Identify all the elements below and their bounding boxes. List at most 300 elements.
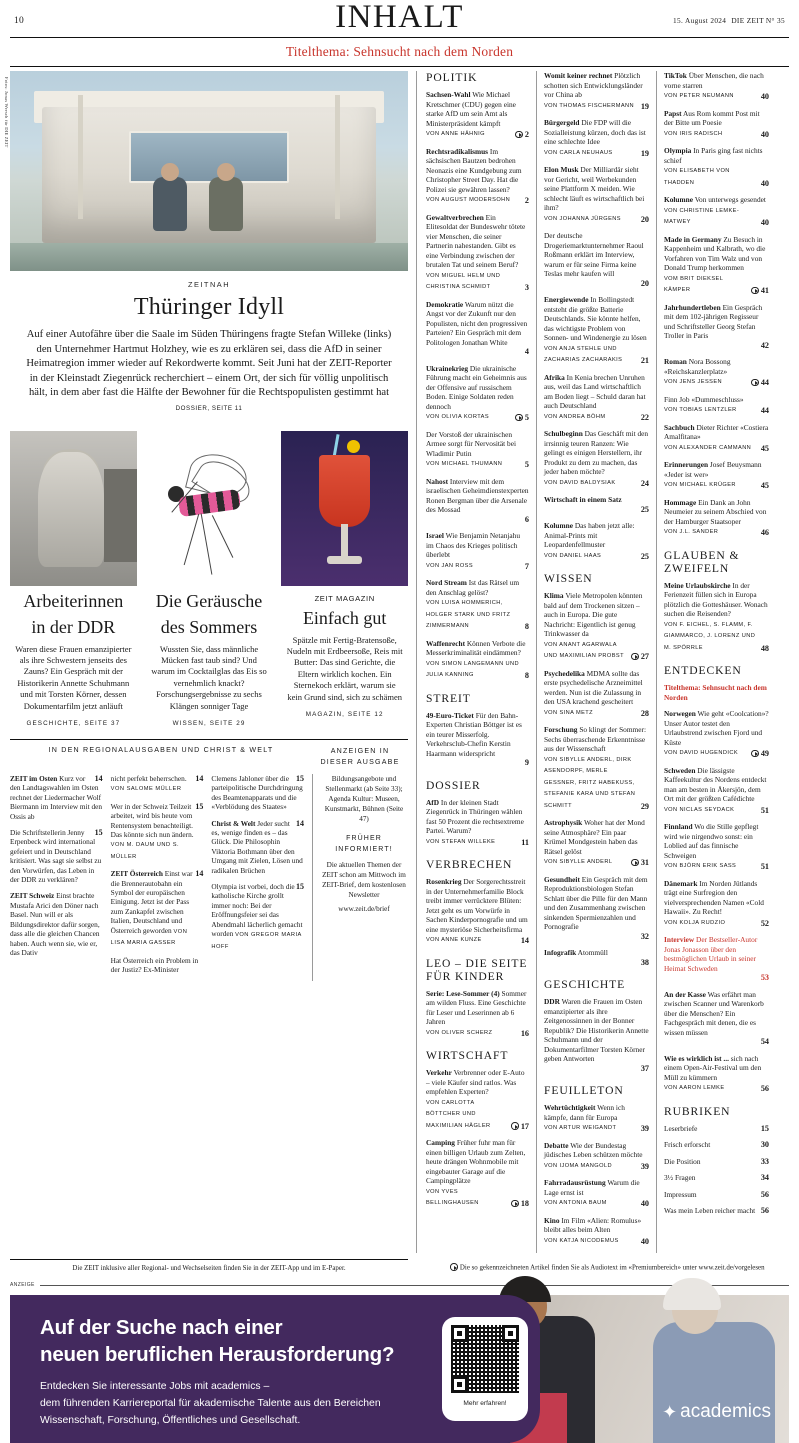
index-entry[interactable] [664, 460, 769, 491]
academics-brand: academics [680, 1401, 771, 1422]
index-entry-lead: Waffenrecht [426, 638, 466, 648]
index-entry-lead: Schweden [664, 765, 696, 775]
index-entry-byline: VON SIBYLLE ANDERL, DIRK ASENDORPF, MERLE GESSNER, FRITZ HABEKUSS, STEFANIE KARA UND STEFAN SCHMITT [544, 756, 636, 809]
index-entry-byline: VON NICLAS SEYDACK [664, 806, 735, 813]
teaser-image-ddr [10, 431, 137, 586]
index-entry[interactable] [664, 195, 769, 228]
index-entry-footer [426, 347, 529, 357]
index-entry-page-wrap [641, 1237, 649, 1247]
footer-row [10, 1259, 789, 1273]
mosquito-leg [201, 513, 213, 574]
ads-heading [312, 746, 408, 768]
index-entry[interactable] [544, 373, 649, 423]
index-entry-text: Im Norden Jütlands trägt eine Surfregion den vielversprechenden Namen «Cold Hawaii». Zu Recht! [664, 878, 764, 916]
regional-item-text: Hat Österreich ein Problem in der Justiz? Ex-Minister [110, 955, 199, 974]
index-entry[interactable] [426, 989, 529, 1039]
hero-lead-text: Auf einer Autofähre über die Saale im Süden Thüringens fragte Stefan Willeke (links) den Unternehmer Hartmut Holzhey, wie es zu erklären sei, dass die AfD in seiner Heimatregion immer wieder auf Rekordwerte kommt. Seit Juni hat der ZEIT-Reporter in der Kleinstadt Ziegenrück recherchiert – einem Ort, der sich für völlig unpolitisch hält, in dem aber fast die Hälfte der Bewohner für die Rechtspopulisten gestimmt hat [26, 329, 392, 399]
regional-item-text: Einst brachte Mustafa Arici den Döner nach Basel. Nun will er als Bildungsdirektor dafür sorgen, dass alle die gleichen Chancen haben. Auch wenn sie, wie er, das Dativ [10, 891, 100, 957]
teaser-ddr[interactable] [10, 431, 137, 727]
ads-url[interactable]: www.zeit.de/brief [338, 905, 390, 913]
index-entry-page: 6 [524, 514, 529, 524]
index-entry[interactable] [426, 578, 529, 632]
index-entry[interactable] [664, 498, 769, 538]
regional-item[interactable] [211, 882, 304, 952]
index-entry[interactable] [426, 1068, 529, 1131]
audio-icon [751, 750, 759, 758]
index-entry[interactable] [426, 798, 529, 848]
factory-machine [104, 469, 137, 562]
teaser-text: Waren diese Frauen emanzipierter als ihre Schwestern jenseits des Zauns? Ein Gespräch mit der Historikerin Annette Schuhmann und mit Torsten Körner, dessen Dokumentarfilm jetzt anläuft [15, 643, 132, 711]
index-entry-byline: VON ARTUR WEIGANDT [544, 1125, 617, 1131]
index-entry[interactable] [664, 683, 769, 702]
index-entry-lead: Wehrtüchtigkeit [544, 1103, 596, 1112]
index-entry-page-wrap [761, 862, 769, 872]
index-entry-byline-wrap [664, 165, 757, 188]
index-entry[interactable] [544, 818, 649, 868]
index-entry-page: 20 [640, 214, 649, 224]
index-entry[interactable] [664, 395, 769, 416]
index-entry-page: 42 [760, 340, 769, 350]
photo-credit: Fotos: Jonas Wresch für DIE ZEIT [4, 77, 9, 148]
index-entry-text: In Kenia brechen Unruhen aus, weil das Land wirtschaftlich am Boden liegt – Schuld daran hat auch Deutschland [544, 372, 646, 410]
index-entry-byline-wrap [544, 1160, 637, 1172]
index-entry-footer [426, 458, 529, 470]
index-entry-text: Wie geht «Coolcation»? Unser Autor testet den Urlaubstrend zwischen Fjord und Küste [664, 709, 769, 747]
regional-item-text: Die Schriftstellerin Jenny Erpenbeck wird international gefeiert und in Deutschland kritisiert. Was sagt sie selbst zu den Vorwürfen, das Leben in der DDR zu verklären? [10, 828, 102, 885]
index-entry-byline: VON KOLJA RUDZIO [664, 919, 726, 926]
qr-card[interactable] [442, 1317, 528, 1421]
index-entry[interactable] [426, 531, 529, 571]
regional-item-byline: VON M. DAUM UND S. MÜLLER [110, 842, 180, 860]
index-entry-page-wrap [641, 102, 649, 112]
ads-sub-heading [320, 833, 408, 855]
audio-icon [511, 1200, 519, 1208]
index-entry-page-wrap [521, 838, 529, 848]
index-entry-page-wrap [641, 958, 649, 968]
regional-item-text: Kurz vor den Landtagswahlen im Osten rechnet der Liedermacher Wolf Biermann im Interview mit den Ossis ab [10, 774, 102, 821]
index-entry[interactable] [664, 423, 769, 454]
index-entry-footer [544, 411, 649, 423]
index-entry-lead: Verkehr [426, 1068, 452, 1077]
index-entry-lead: Made in Germany [664, 234, 722, 244]
index-entry-page-wrap [751, 378, 769, 388]
index-entry-page-wrap [641, 552, 649, 562]
index-entry-byline: VON DAVID HUGENDICK [664, 750, 739, 756]
index-entry-byline: VON IJOMA MANGOLD [544, 1162, 612, 1169]
index-entry[interactable] [426, 639, 529, 681]
regional-item-byline: VON SALOME MÜLLER [110, 786, 182, 793]
index-entry[interactable] [664, 109, 769, 140]
index-entry[interactable] [426, 711, 529, 768]
index-entry-page-wrap [641, 149, 649, 159]
index-entry-byline: VON ANNE KUNZE [426, 937, 482, 943]
index-entry[interactable] [544, 1216, 649, 1247]
index-entry-byline-wrap [664, 1082, 757, 1094]
index-entry-footer [426, 1186, 529, 1209]
index-entry-byline-wrap [544, 1197, 637, 1209]
index-entry-byline: VON THOMAS FISCHERMANN [544, 102, 634, 109]
index-entry[interactable] [664, 357, 769, 388]
index-entry[interactable] [544, 948, 649, 967]
index-entry[interactable] [544, 875, 649, 942]
index-entry-page: 29 [640, 801, 649, 811]
hero-kicker: ZEITNAH [187, 280, 231, 289]
index-entry-lead: Sachbuch [664, 422, 695, 432]
index-entry-page: 40 [760, 129, 769, 139]
index-entry[interactable] [544, 1103, 649, 1134]
regional-item-text: Jeder sucht es, wenige finden es – das Glück. Die Philosophin Viktoria Bothmann über den Umgang mit Zielen, Lösen und radikalen Brüchen [211, 818, 303, 875]
index-entry-byline-wrap [544, 100, 637, 112]
index-rubrik-row[interactable] [664, 1157, 769, 1167]
index-entry[interactable] [544, 295, 649, 366]
teaser-reference[interactable]: MAGAZIN, SEITE 12 [305, 711, 384, 718]
index-entry[interactable] [544, 165, 649, 224]
footer-note-left: Die ZEIT inklusive aller Regional- und Wechselseiten finden Sie in der ZEIT-App und im E-Paper. [72, 1265, 346, 1272]
index-entry-footer [426, 1097, 529, 1132]
index-entry-page: 38 [640, 957, 649, 967]
index-entry-page: 40 [640, 1199, 649, 1208]
index-entry-page-wrap [751, 749, 769, 759]
qr-label: Mehr erfahren! [463, 1400, 507, 1407]
index-entry[interactable] [664, 146, 769, 188]
index-entry[interactable] [664, 766, 769, 816]
index-entry-page: 5 [524, 413, 529, 422]
rubrik-page: 56 [760, 1189, 769, 1199]
page-number-ref: 15 [296, 882, 305, 892]
index-entry[interactable] [426, 213, 529, 293]
index-entry-page: 39 [640, 1161, 649, 1171]
index-entry[interactable] [664, 235, 769, 296]
photo-water [10, 243, 408, 271]
footer-left [10, 1259, 416, 1273]
rubrik-page: 34 [760, 1173, 769, 1182]
index-entry-byline: VON JENS JESSEN [664, 379, 723, 385]
index-entry[interactable] [426, 364, 529, 423]
index-entry-footer [664, 404, 769, 416]
index-entry-lead: Afrika [544, 372, 565, 382]
index-entry-page: 7 [524, 561, 529, 571]
index-entry[interactable] [426, 430, 529, 470]
index-entry-page: 41 [760, 286, 769, 295]
index-entry-page: 40 [760, 178, 769, 188]
index-entry-lead: Wie es wirklich ist ... [664, 1053, 729, 1063]
regional-columns [10, 774, 408, 981]
teaser-row [10, 431, 408, 727]
index-entry-page-wrap [761, 528, 769, 538]
titelthema-label: Titelthema: Sehnsucht nach dem Norden [285, 44, 514, 59]
index-entry-page: 45 [760, 443, 769, 453]
teaser-title-line1: Die Geräusche [155, 590, 263, 611]
index-entry-text: Zu Besuch in Kappenheim und Kalbrath, wo die Vorfahren von Tim Walz und von Donald Trump herkommen [664, 234, 766, 272]
index-entry[interactable] [544, 71, 649, 111]
index-entry-page: 2 [524, 130, 529, 139]
index-entry[interactable] [426, 877, 529, 946]
index-entry-footer [664, 1037, 769, 1047]
index-entry-text: Warum die Lage ernst ist [544, 1178, 640, 1197]
index-entry[interactable] [544, 1178, 649, 1209]
ads-body: Bildungsangebote und Stellenmarkt (ab Seite 33); Agenda Kultur: Museen, Kunstmarkt, Bühnen (Seite 47) [324, 775, 404, 823]
regional-item-lead: ZEIT im Osten [10, 774, 58, 783]
audio-icon [631, 653, 639, 661]
regional-item-text: Wer in der Schweiz Teilzeit arbeitet, wird bis heute vom Rentensystem benachteiligt. Das könnte sich nun ändern. [110, 801, 194, 840]
ads-sub-line2: INFORMIERT! [335, 846, 393, 853]
index-section-heading: VERBRECHEN [426, 858, 513, 871]
index-entry-page-wrap [525, 196, 529, 206]
index-entry-page: 8 [524, 622, 529, 631]
index-entry-byline: VON LUISA HOMMERICH, HOLGER STARK UND FRITZ ZIMMERMANN [426, 600, 511, 629]
regional-item-text: Einst war die Brennerautobahn ein Symbol der europäischen Einigung. Jetzt ist der Pass zum Zankapfel zwischen Italien, Deutschland und Österreich geworden [110, 869, 193, 935]
index-rubrik-row[interactable] [664, 1190, 769, 1200]
index-entry-byline: VON MICHAEL KRÜGER [664, 482, 736, 488]
ad-body-line3: Wissenschaft, Forschung, Öffentliches und Gesellschaft. [40, 1415, 301, 1426]
index-entry-footer [544, 754, 649, 812]
regional-item[interactable] [211, 819, 304, 875]
index-entry-text: Der deutsche Drogeriemarktunternehmer Raoul Roßmann erklärt im Interview, warum er für seine Firma keine Teslas mehr kaufen will [544, 231, 644, 278]
index-entry-page-wrap [761, 444, 769, 454]
index-entry-lead: Infografik [544, 948, 577, 957]
index-entry-lead: Energiewende [544, 295, 589, 304]
index-entry-page-wrap [521, 1029, 529, 1039]
index-entry[interactable] [544, 725, 649, 811]
regional-item[interactable] [10, 828, 103, 884]
index-entry-byline: VON CHRISTINE LEMKE-MATWEY [664, 207, 740, 225]
index-rubrik-row[interactable] [664, 1124, 769, 1134]
index-entry-footer [544, 1197, 649, 1209]
index-entry-lead: Forschung [544, 725, 578, 734]
photo-person-left [153, 177, 187, 231]
index-rubrik-row[interactable] [664, 1140, 769, 1150]
issue-date: 15. August 2024 [673, 16, 727, 25]
index-entry-text: Wie Benjamin Netanjahu im Chaos des Krieges politisch überlebt [426, 531, 521, 559]
rubrik-page: 15 [760, 1123, 769, 1133]
index-entry-text: Die FDP will die Sozialleistung kürzen, doch das ist eine schlechte Idee [544, 118, 646, 146]
teaser-reference[interactable]: GESCHICHTE, SEITE 37 [26, 720, 121, 727]
index-entry[interactable] [544, 521, 649, 561]
index-entry-byline: VON ALEXANDER CAMMANN [664, 444, 752, 451]
titelthema-bar [10, 38, 789, 66]
index-entry-page: 40 [640, 1236, 649, 1246]
index-entry[interactable] [664, 1054, 769, 1094]
index-entry-page: 20 [640, 278, 649, 288]
index-entry-lead: Rosenkrieg [426, 877, 462, 886]
regional-item[interactable] [111, 774, 204, 795]
index-entry-text: Plötzlich schotten sich Entwicklungsländer vor China ab [544, 71, 643, 99]
index-entry-page-wrap [641, 932, 649, 942]
index-entry-byline-wrap [664, 404, 757, 416]
index-entry-page-wrap [761, 644, 769, 654]
index-rubrik-row[interactable] [664, 1206, 769, 1216]
index-entry-text: In Paris ging fast nichts schief [664, 146, 763, 165]
index-entry-page-wrap [525, 460, 529, 470]
index-entry-page-wrap [761, 481, 769, 491]
index-entry[interactable] [426, 477, 529, 525]
index-rubrik-row[interactable] [664, 1173, 769, 1183]
index-entry-lead: Camping [426, 1138, 455, 1147]
index-entry-byline: VON OLIVER SCHERZ [426, 1029, 493, 1036]
index-entry-page-wrap [631, 858, 649, 868]
index-entry-byline-wrap [544, 213, 637, 225]
index-entry-lead: Rechtsradikalismus [426, 146, 489, 156]
index-entry-lead: Nahost [426, 476, 449, 486]
index-zone [416, 71, 789, 1253]
index-entry[interactable] [426, 1138, 529, 1209]
audio-icon [450, 1263, 458, 1271]
index-entry-byline-wrap [426, 1027, 517, 1039]
ads-heading-line2: DIESER AUSGABE [320, 758, 400, 766]
regional-item[interactable] [10, 774, 103, 821]
index-entry-byline-wrap [426, 836, 517, 848]
index-entry-footer [544, 639, 649, 662]
index-entry[interactable] [664, 581, 769, 654]
index-entry-byline: VON JOHANNA JÜRGENS [544, 215, 621, 222]
index-entry-byline-wrap [664, 273, 747, 296]
index-entry[interactable] [664, 303, 769, 351]
regional-item[interactable] [111, 869, 204, 948]
index-entry-lead: An der Kasse [664, 989, 706, 999]
index-entry-text: Ein Gespräch mit dem 102-jährigen Regisseur und Schriftsteller Georg Stefan Troller in Paris [664, 302, 763, 340]
teaser-sommer[interactable] [146, 431, 273, 727]
index-entry-page: 37 [640, 1063, 649, 1073]
index-entry-byline-wrap [544, 550, 637, 562]
index-section-heading: LEO – DIE SEITE FÜR KINDER [426, 956, 528, 983]
teaser-text: Wussten Sie, dass männliche Mücken fast taub sind? Und warum im Cocktailglas das Eis so vernehmlich knackt? Forschungsergebnisse zu sechs Klängen sonniger Tage [151, 643, 267, 711]
index-entry-lead: Sachsen-Wahl [426, 90, 471, 99]
index-entry-byline-wrap [544, 754, 637, 812]
index-entry-byline-wrap [426, 1186, 507, 1209]
index-entry-byline: VON STEFAN WILLEKE [426, 838, 496, 845]
index-entry-text: Der Bestseller-Autor Jonas Jonasson über den bestmöglichen Urlaub in seiner Heimat Schweden [664, 935, 758, 973]
rule-under-titelthema [10, 66, 789, 67]
rubrik-label: Was mein Leben reicher macht [664, 1206, 756, 1215]
index-entry-page-wrap [641, 802, 649, 812]
issue-line [673, 16, 785, 25]
index-entry[interactable] [544, 591, 649, 662]
qr-finder-tr [502, 1325, 519, 1342]
index-entry-page: 49 [760, 749, 769, 758]
hero-reference[interactable]: DOSSIER, SEITE 11 [175, 404, 243, 412]
index-entry-page: 9 [524, 758, 529, 767]
index-entry[interactable] [544, 1141, 649, 1172]
index-entry[interactable] [544, 118, 649, 158]
index-entry-byline-wrap [426, 270, 521, 293]
index-entry-page: 46 [760, 528, 769, 537]
regional-item[interactable] [111, 802, 204, 862]
index-section-heading: FEUILLETON [544, 1084, 624, 1097]
cocktail-stem [341, 524, 349, 558]
left-zone [4, 71, 416, 1253]
index-entry[interactable] [544, 669, 649, 719]
qr-code-icon[interactable] [451, 1325, 519, 1393]
photo-windshield [129, 131, 288, 183]
index-entry-byline-wrap [426, 658, 521, 681]
index-entry-lead: Dänemark [664, 878, 698, 888]
index-entry[interactable] [664, 935, 769, 983]
photo-post-right [335, 95, 340, 219]
index-entry-text: MDMA sollte das erste psychedelische Arzneimittel werden. Nun ist die Zulassung in den USA krachend gescheitert [544, 668, 643, 706]
index-entry-footer [544, 856, 649, 868]
index-entry[interactable] [426, 90, 529, 140]
index-entry-page-wrap [641, 1199, 649, 1209]
ads-sub-line1: FRÜHER [346, 835, 382, 842]
index-entry[interactable] [544, 495, 649, 514]
index-entry-text: Viele Metropolen könnten bald auf dem Trockenen sitzen – auch in Europa. Die gute Nachricht: Eigentlich ist genug Trinkwasser da [544, 591, 643, 638]
index-entry-footer [426, 515, 529, 525]
index-entry[interactable] [664, 709, 769, 759]
index-entry-footer [544, 100, 649, 112]
index-section-heading: WISSEN [544, 572, 593, 585]
index-entry-text: Sommer am wilden Fluss. Eine Geschichte für Leser und Leserinnen ab 6 Jahren [426, 988, 527, 1026]
footer-note-right [426, 1259, 789, 1273]
regional-item[interactable] [10, 891, 103, 957]
index-entry-byline: VON CARLA NEUHAUS [544, 149, 613, 156]
index-entry-byline-wrap [664, 917, 757, 929]
index-entry-lead: Erinnerungen [664, 460, 709, 469]
index-entry[interactable] [664, 71, 769, 102]
index-entry[interactable] [426, 300, 529, 357]
index-entry-lead: Kino [544, 1215, 560, 1225]
index-entry-byline: VON YVES BELLINGHAUSEN [426, 1188, 479, 1206]
index-entry[interactable] [664, 822, 769, 872]
index-entry-byline-wrap [426, 1097, 507, 1132]
index-entry-text: Aus Rom kommt Post mit der Bitte um Poesie [664, 108, 760, 127]
regional-item-lead: Christ & Welt [211, 818, 256, 828]
index-entry-footer [664, 479, 769, 491]
index-entry-text: Von unterwegs gesendet [694, 195, 766, 204]
index-entry-footer [426, 934, 529, 946]
index-entry-text: Ein Dank an John Neumeier zu seinem Abschied von der Hamburger Staatsoper [664, 497, 767, 526]
advertisement[interactable] [10, 1295, 789, 1443]
index-entry-page: 3 [524, 283, 529, 292]
index-entry-footer [426, 411, 529, 423]
index-entry-text: Ist das Rätsel um den Anschlag gelöst? [426, 578, 520, 597]
index-entry-footer [544, 147, 649, 159]
teaser-magazin[interactable] [281, 431, 408, 727]
index-entry-page: 5 [524, 460, 529, 469]
index-entry-page: 8 [524, 671, 529, 680]
index-entry[interactable] [426, 147, 529, 206]
teaser-reference[interactable]: WISSEN, SEITE 29 [172, 720, 246, 727]
index-entry-footer [544, 707, 649, 719]
anzeige-label: ANZEIGE [10, 1282, 35, 1288]
rubrik-page: 56 [760, 1206, 769, 1215]
index-entry-page: 52 [760, 918, 769, 928]
ad-body [10, 1368, 410, 1429]
mosquito-leg [184, 514, 199, 565]
teaser-title-line1: Einfach gut [302, 607, 387, 628]
index-entry[interactable] [544, 429, 649, 488]
regional-heading: IN DEN REGIONALAUSGABEN UND CHRIST & WELT [48, 746, 274, 754]
index-entry-lead: Gesundheit [544, 874, 580, 884]
index-entry-byline-wrap [544, 411, 637, 423]
index-entry-page-wrap [515, 413, 529, 423]
index-entry[interactable] [664, 990, 769, 1047]
index-entry[interactable] [664, 879, 769, 929]
index-entry-byline: VOM BRIT DIEKSEL KÄMPER [664, 275, 724, 293]
regional-column-3 [211, 774, 304, 981]
index-section-heading: STREIT [426, 691, 471, 705]
index-section-heading: ENTDECKEN [664, 664, 742, 677]
index-entry[interactable] [544, 997, 649, 1073]
index-entry-page-wrap [641, 1162, 649, 1172]
index-entry-byline: VON MICHAEL THUMANN [426, 461, 503, 467]
index-entry-page-wrap [525, 515, 529, 525]
index-entry[interactable] [544, 231, 649, 288]
regional-item[interactable] [111, 956, 204, 975]
regional-item[interactable] [211, 774, 304, 812]
index-entry-text: Die lässigste Kaffeekultur des Nordens entdeckt man am besten in Åkersjön, dem Ort mit der größten Cafédichte [664, 765, 767, 803]
index-entry-text: Im Film «Alien: Romulus» bleibt alles beim Alten [544, 1215, 642, 1234]
index-entry-lead: Womit keiner rechnet [544, 71, 613, 80]
